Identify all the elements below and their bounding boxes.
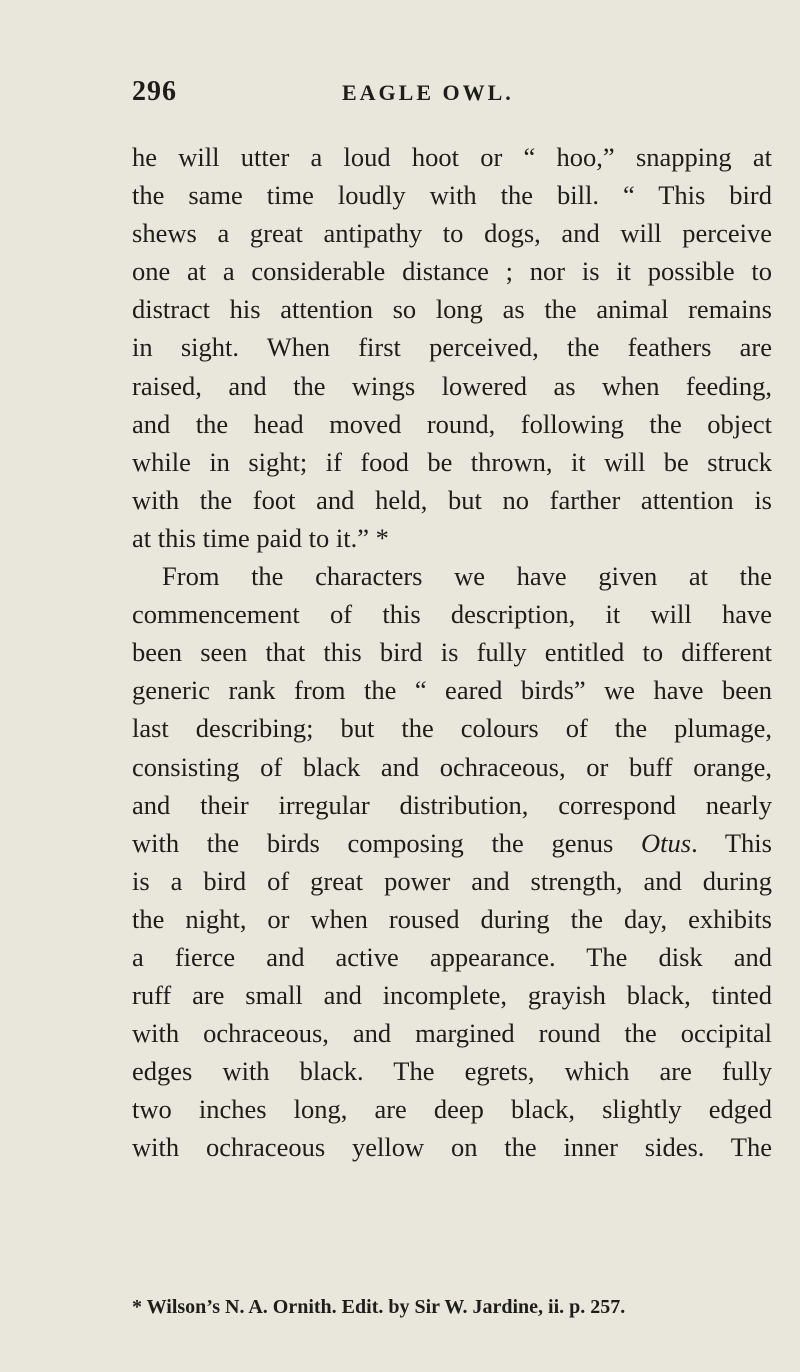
text-line: shews a great antipathy to dogs, and will perceive [132,218,772,249]
text-line: with the foot and held, but no farther attention is [132,484,772,515]
text-line: ruff are small and incomplete, grayish black, tinted [132,980,772,1011]
text-line: generic rank from the “ eared birds” we have been [132,675,772,706]
page-header [132,76,772,116]
text-line: at this time paid to it.” * [132,522,389,553]
text-line: and the head moved round, following the object [132,408,772,439]
text-line: commencement of this description, it will have [132,599,772,630]
text-line: two inches long, are deep black, slightly edged [132,1094,772,1125]
text-line: and their irregular distribution, correspond nearly [132,789,772,820]
text-line: in sight. When first perceived, the feathers are [132,332,772,363]
page-number: 296 [132,76,177,107]
footnote: * Wilson’s N. A. Ornith. Edit. by Sir W. Jardine, ii. p. 257. [132,1296,626,1318]
text-line: edges with black. The egrets, which are fully [132,1056,772,1087]
text-line: been seen that this bird is fully entitled to different [132,637,772,668]
text-line: with ochraceous, and margined round the occipital [132,1018,772,1049]
text-line: one at a considerable distance ; nor is it possible to [132,256,772,287]
text-line: with ochraceous yellow on the inner sides. The [132,1132,772,1163]
running-head: EAGLE OWL. [342,80,514,105]
text-line: he will utter a loud hoot or “ hoo,” snapping at [132,142,772,172]
text-line: distract his attention so long as the animal remains [132,294,772,325]
text-line: raised, and the wings lowered as when feeding, [132,370,772,401]
text-line: From the characters we have given at the [162,561,772,592]
text-line: last describing; but the colours of the plumage, [132,713,772,744]
text-line: the night, or when roused during the day, exhibits [132,903,772,934]
body-text [132,138,772,1167]
text-line: the same time loudly with the bill. “ This bird [132,180,772,211]
text-line: a fierce and active appearance. The disk and [132,941,772,972]
text-line: consisting of black and ochraceous, or buff orange, [132,751,772,782]
text-line: with the birds composing the genus Otus. This [132,827,772,858]
text-line: while in sight; if food be thrown, it will be struck [132,446,772,477]
text-line: is a bird of great power and strength, and during [132,865,772,896]
